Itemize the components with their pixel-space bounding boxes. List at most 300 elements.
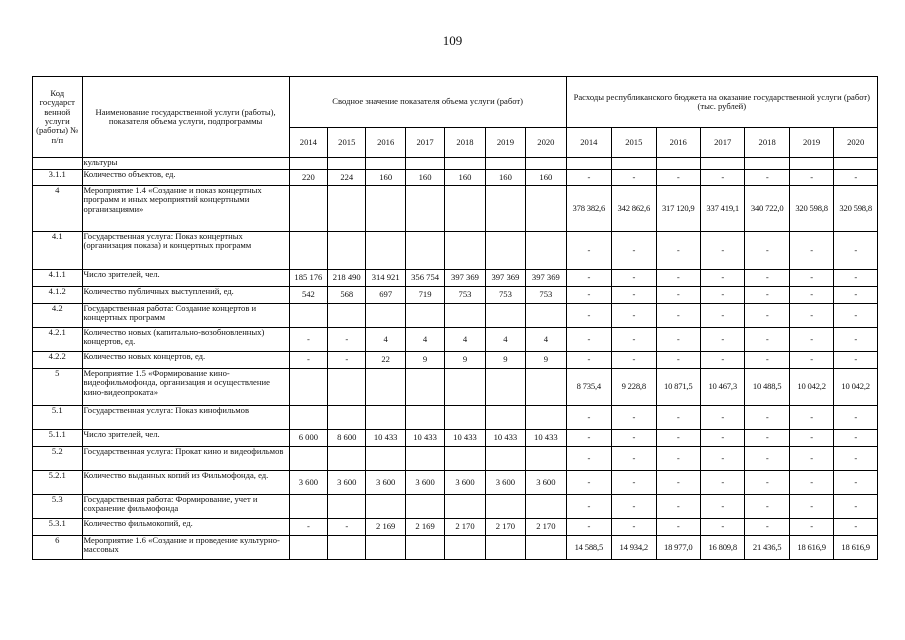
budget-cell: - [745, 495, 789, 519]
budget-cell: 378 382,6 [566, 186, 611, 232]
row-code: 5.1 [33, 406, 83, 430]
row-code: 3.1.1 [33, 170, 83, 186]
volume-cell: 568 [328, 287, 366, 304]
volume-cell [289, 158, 327, 170]
volume-cell [328, 232, 366, 270]
budget-cell: 340 722,0 [745, 186, 789, 232]
budget-cell: - [789, 495, 833, 519]
budget-cell: - [612, 406, 656, 430]
row-name: Число зрителей, чел. [82, 270, 289, 287]
budget-cell: - [745, 270, 789, 287]
volume-cell: 218 490 [328, 270, 366, 287]
budget-cell: - [834, 287, 878, 304]
volume-cell: 4 [526, 328, 566, 352]
volume-cell [289, 232, 327, 270]
row-name: Мероприятие 1.4 «Создание и показ концертных программ и иных мероприятий концертными организациями» [82, 186, 289, 232]
budget-cell: - [700, 304, 744, 328]
budget-cell: - [700, 447, 744, 471]
budget-cell: - [789, 232, 833, 270]
volume-cell: 3 600 [405, 471, 444, 495]
budget-cell: - [834, 519, 878, 536]
year-header: 2016 [656, 128, 700, 158]
row-name: Число зрителей, чел. [82, 430, 289, 447]
table-row [33, 471, 878, 495]
budget-cell: - [612, 304, 656, 328]
budget-cell: - [566, 352, 611, 369]
volume-cell: 8 600 [328, 430, 366, 447]
row-name: Мероприятие 1.6 «Создание и проведение культурно-массовых [82, 536, 289, 560]
volume-cell [485, 158, 525, 170]
volume-cell: - [289, 328, 327, 352]
table-body [33, 158, 878, 560]
budget-cell: - [745, 447, 789, 471]
volume-cell: 719 [405, 287, 444, 304]
budget-cell: - [566, 471, 611, 495]
year-header: 2015 [328, 128, 366, 158]
budget-cell: - [566, 519, 611, 536]
row-code: 4.1 [33, 232, 83, 270]
volume-cell [366, 406, 405, 430]
table-row [33, 287, 878, 304]
budget-cell [745, 158, 789, 170]
budget-cell: 14 934,2 [612, 536, 656, 560]
volume-cell [328, 536, 366, 560]
volume-cell [289, 447, 327, 471]
budget-cell: - [656, 304, 700, 328]
budget-cell: - [745, 328, 789, 352]
row-code: 6 [33, 536, 83, 560]
volume-cell [405, 186, 444, 232]
table-row [33, 186, 878, 232]
volume-cell [289, 495, 327, 519]
budget-cell: - [656, 287, 700, 304]
budget-cell: - [612, 471, 656, 495]
budget-cell: - [789, 352, 833, 369]
row-name: Государственная услуга: Показ концертных (организация показа) и концертных программ [82, 232, 289, 270]
volume-cell: 753 [526, 287, 566, 304]
budget-cell: 10 467,3 [700, 369, 744, 406]
budget-cell: - [745, 471, 789, 495]
budget-cell: 9 228,8 [612, 369, 656, 406]
volume-cell [405, 406, 444, 430]
budget-cell: - [566, 495, 611, 519]
budget-cell: - [612, 287, 656, 304]
volume-cell [485, 536, 525, 560]
budget-cell: - [566, 232, 611, 270]
volume-cell [485, 369, 525, 406]
budget-cell: - [656, 471, 700, 495]
header-code: Код государст венной услуги (работы) № п/п [33, 77, 83, 158]
year-header: 2018 [445, 128, 485, 158]
budget-cell: - [834, 328, 878, 352]
budget-cell [612, 158, 656, 170]
volume-cell [328, 406, 366, 430]
row-name: Государственная работа: Формирование, учет и сохранение фильмофонда [82, 495, 289, 519]
year-header: 2020 [526, 128, 566, 158]
budget-cell: - [700, 287, 744, 304]
budget-cell: - [656, 232, 700, 270]
budget-cell: - [789, 447, 833, 471]
budget-cell: - [612, 270, 656, 287]
budget-cell: - [566, 287, 611, 304]
volume-cell: 2 170 [526, 519, 566, 536]
budget-cell: 10 871,5 [656, 369, 700, 406]
volume-cell: 697 [366, 287, 405, 304]
budget-cell: - [834, 447, 878, 471]
volume-cell [445, 186, 485, 232]
budget-cell: 342 862,6 [612, 186, 656, 232]
volume-cell [405, 495, 444, 519]
row-name: Количество новых концертов, ед. [82, 352, 289, 369]
row-code: 5.2.1 [33, 471, 83, 495]
volume-cell [366, 369, 405, 406]
budget-cell: - [745, 232, 789, 270]
budget-table [32, 76, 878, 560]
budget-cell: - [566, 328, 611, 352]
budget-cell: - [745, 287, 789, 304]
volume-cell [366, 447, 405, 471]
row-name: Количество публичных выступлений, ед. [82, 287, 289, 304]
row-code: 5.3.1 [33, 519, 83, 536]
volume-cell [526, 304, 566, 328]
budget-cell: - [700, 406, 744, 430]
volume-cell: 10 433 [405, 430, 444, 447]
volume-cell: 10 433 [366, 430, 405, 447]
header-name: Наименование государственной услуги (работы), показателя объема услуги, подпрограммы [82, 77, 289, 158]
budget-cell: 10 042,2 [789, 369, 833, 406]
volume-cell: 9 [526, 352, 566, 369]
budget-cell: - [834, 170, 878, 186]
volume-cell: 10 433 [445, 430, 485, 447]
budget-cell: 21 436,5 [745, 536, 789, 560]
volume-cell [485, 304, 525, 328]
year-header: 2017 [700, 128, 744, 158]
table-row [33, 304, 878, 328]
budget-cell: - [700, 471, 744, 495]
budget-cell [789, 158, 833, 170]
volume-cell [526, 158, 566, 170]
row-code: 5.3 [33, 495, 83, 519]
volume-cell [445, 447, 485, 471]
volume-cell: 542 [289, 287, 327, 304]
budget-cell: 18 616,9 [789, 536, 833, 560]
budget-cell: - [566, 304, 611, 328]
budget-cell: 8 735,4 [566, 369, 611, 406]
volume-cell: 9 [485, 352, 525, 369]
volume-cell: 3 600 [445, 471, 485, 495]
budget-cell: - [700, 232, 744, 270]
volume-cell [405, 232, 444, 270]
budget-cell: 337 419,1 [700, 186, 744, 232]
volume-cell: 10 433 [526, 430, 566, 447]
volume-cell: 160 [445, 170, 485, 186]
budget-cell: - [612, 430, 656, 447]
volume-cell: 6 000 [289, 430, 327, 447]
budget-cell: - [700, 170, 744, 186]
row-code: 5 [33, 369, 83, 406]
budget-cell: - [834, 270, 878, 287]
year-header: 2020 [834, 128, 878, 158]
volume-cell: 160 [526, 170, 566, 186]
volume-cell [366, 232, 405, 270]
budget-cell: - [789, 430, 833, 447]
volume-cell [485, 232, 525, 270]
budget-cell: - [789, 519, 833, 536]
volume-cell: 224 [328, 170, 366, 186]
budget-cell: - [700, 519, 744, 536]
volume-cell: 185 176 [289, 270, 327, 287]
volume-cell: 160 [485, 170, 525, 186]
year-header: 2017 [405, 128, 444, 158]
volume-cell [405, 447, 444, 471]
volume-cell: 356 754 [405, 270, 444, 287]
budget-cell: - [745, 406, 789, 430]
budget-cell: - [834, 495, 878, 519]
budget-cell: - [745, 430, 789, 447]
budget-cell: 320 598,8 [789, 186, 833, 232]
volume-cell [526, 232, 566, 270]
volume-cell [366, 158, 405, 170]
budget-cell: - [612, 232, 656, 270]
volume-cell [328, 158, 366, 170]
volume-cell [289, 304, 327, 328]
budget-cell: 10 488,5 [745, 369, 789, 406]
row-name: Мероприятие 1.5 «Формирование кино-видеофильмофонда, организация и осуществление кино-видеопроката» [82, 369, 289, 406]
volume-cell: 3 600 [289, 471, 327, 495]
year-header: 2019 [789, 128, 833, 158]
budget-cell: - [656, 406, 700, 430]
row-name: культуры [82, 158, 289, 170]
budget-cell: 16 809,8 [700, 536, 744, 560]
header-budget: Расходы республиканского бюджета на оказание государственной услуги (работ) (тыс. рублей) [566, 77, 877, 128]
volume-cell: 4 [485, 328, 525, 352]
volume-cell: 220 [289, 170, 327, 186]
budget-cell: - [656, 270, 700, 287]
budget-cell: - [656, 352, 700, 369]
volume-cell: 22 [366, 352, 405, 369]
volume-cell [485, 447, 525, 471]
budget-cell: - [612, 328, 656, 352]
row-code: 5.1.1 [33, 430, 83, 447]
table-row [33, 447, 878, 471]
budget-cell: - [745, 304, 789, 328]
row-code: 4.2.2 [33, 352, 83, 369]
budget-cell: - [656, 170, 700, 186]
budget-cell: - [566, 430, 611, 447]
row-name: Количество новых (капитально-возобновленных) концертов, ед. [82, 328, 289, 352]
budget-cell: 10 042,2 [834, 369, 878, 406]
volume-cell [366, 495, 405, 519]
budget-cell: - [745, 519, 789, 536]
row-code: 4.2 [33, 304, 83, 328]
volume-cell: 3 600 [328, 471, 366, 495]
volume-cell: 397 369 [526, 270, 566, 287]
budget-cell [700, 158, 744, 170]
row-code: 4 [33, 186, 83, 232]
budget-cell: 18 977,0 [656, 536, 700, 560]
volume-cell: 160 [405, 170, 444, 186]
budget-cell: 14 588,5 [566, 536, 611, 560]
volume-cell [405, 536, 444, 560]
row-code: 4.2.1 [33, 328, 83, 352]
year-header: 2019 [485, 128, 525, 158]
volume-cell: - [328, 352, 366, 369]
volume-cell: 4 [445, 328, 485, 352]
table-row [33, 369, 878, 406]
budget-cell: - [566, 270, 611, 287]
budget-cell: - [789, 304, 833, 328]
year-header: 2014 [566, 128, 611, 158]
volume-cell: 3 600 [366, 471, 405, 495]
budget-cell: 320 598,8 [834, 186, 878, 232]
budget-cell: - [700, 352, 744, 369]
budget-cell: - [656, 430, 700, 447]
volume-cell: 4 [405, 328, 444, 352]
budget-cell: - [700, 495, 744, 519]
row-name: Количество объектов, ед. [82, 170, 289, 186]
budget-cell: - [745, 170, 789, 186]
budget-cell: - [566, 447, 611, 471]
volume-cell: - [289, 352, 327, 369]
budget-cell: - [834, 304, 878, 328]
year-header: 2018 [745, 128, 789, 158]
table-row [33, 519, 878, 536]
budget-cell: - [789, 406, 833, 430]
volume-cell: 397 369 [445, 270, 485, 287]
budget-cell: - [656, 328, 700, 352]
budget-cell: - [789, 270, 833, 287]
volume-cell [289, 369, 327, 406]
table-row [33, 406, 878, 430]
volume-cell: 2 170 [485, 519, 525, 536]
volume-cell [366, 186, 405, 232]
budget-cell: - [700, 270, 744, 287]
volume-cell [405, 369, 444, 406]
volume-cell: 10 433 [485, 430, 525, 447]
budget-cell: - [612, 519, 656, 536]
row-name: Государственная услуга: Прокат кино и видеофильмов [82, 447, 289, 471]
volume-cell [289, 536, 327, 560]
budget-cell: - [566, 406, 611, 430]
budget-cell [834, 158, 878, 170]
volume-cell: - [328, 328, 366, 352]
year-header: 2015 [612, 128, 656, 158]
row-code: 4.1.1 [33, 270, 83, 287]
volume-cell: 314 921 [366, 270, 405, 287]
table-row [33, 536, 878, 560]
budget-cell: - [612, 447, 656, 471]
budget-cell: - [656, 495, 700, 519]
budget-cell: - [834, 352, 878, 369]
budget-cell: 317 120,9 [656, 186, 700, 232]
volume-cell [328, 186, 366, 232]
year-header: 2016 [366, 128, 405, 158]
volume-cell: 2 169 [366, 519, 405, 536]
volume-cell [289, 406, 327, 430]
table-row [33, 158, 878, 170]
volume-cell [445, 369, 485, 406]
volume-cell [366, 536, 405, 560]
volume-cell: 160 [366, 170, 405, 186]
budget-cell: - [789, 170, 833, 186]
row-name: Количество фильмокопий, ед. [82, 519, 289, 536]
volume-cell [526, 406, 566, 430]
table-row [33, 232, 878, 270]
volume-cell [526, 536, 566, 560]
volume-cell: 753 [485, 287, 525, 304]
budget-cell: - [834, 430, 878, 447]
volume-cell [445, 536, 485, 560]
volume-cell [328, 447, 366, 471]
table-row [33, 328, 878, 352]
volume-cell: - [328, 519, 366, 536]
volume-cell [328, 369, 366, 406]
row-name: Государственная работа: Создание концертов и концертных программ [82, 304, 289, 328]
table-row [33, 270, 878, 287]
budget-cell: - [834, 232, 878, 270]
volume-cell: - [289, 519, 327, 536]
volume-cell: 4 [366, 328, 405, 352]
budget-cell: - [834, 471, 878, 495]
volume-cell [526, 447, 566, 471]
budget-cell [656, 158, 700, 170]
volume-cell: 397 369 [485, 270, 525, 287]
volume-cell: 2 170 [445, 519, 485, 536]
table-row [33, 170, 878, 186]
budget-cell: 18 616,9 [834, 536, 878, 560]
budget-cell: - [656, 519, 700, 536]
page-number: 109 [442, 33, 463, 48]
volume-cell [445, 158, 485, 170]
volume-cell [485, 186, 525, 232]
row-name: Количество выданных копий из Фильмофонда, ед. [82, 471, 289, 495]
volume-cell: 9 [405, 352, 444, 369]
budget-cell: - [612, 352, 656, 369]
budget-cell: - [656, 447, 700, 471]
volume-cell [445, 406, 485, 430]
volume-cell [328, 304, 366, 328]
volume-cell [485, 406, 525, 430]
budget-cell: - [612, 170, 656, 186]
volume-cell: 753 [445, 287, 485, 304]
budget-cell: - [612, 495, 656, 519]
row-name: Государственная услуга: Показ кинофильмов [82, 406, 289, 430]
row-code: 5.2 [33, 447, 83, 471]
year-header: 2014 [289, 128, 327, 158]
volume-cell [526, 495, 566, 519]
budget-cell: - [700, 328, 744, 352]
table-row [33, 352, 878, 369]
volume-cell [289, 186, 327, 232]
budget-cell: - [700, 430, 744, 447]
row-code: 4.1.2 [33, 287, 83, 304]
volume-cell [405, 158, 444, 170]
volume-cell [526, 186, 566, 232]
volume-cell [328, 495, 366, 519]
table-row [33, 495, 878, 519]
row-code [33, 158, 83, 170]
volume-cell [445, 232, 485, 270]
volume-cell [405, 304, 444, 328]
volume-cell: 3 600 [485, 471, 525, 495]
budget-cell: - [566, 170, 611, 186]
budget-cell [566, 158, 611, 170]
volume-cell [526, 369, 566, 406]
budget-cell: - [834, 406, 878, 430]
volume-cell [445, 304, 485, 328]
budget-cell: - [745, 352, 789, 369]
volume-cell: 3 600 [526, 471, 566, 495]
